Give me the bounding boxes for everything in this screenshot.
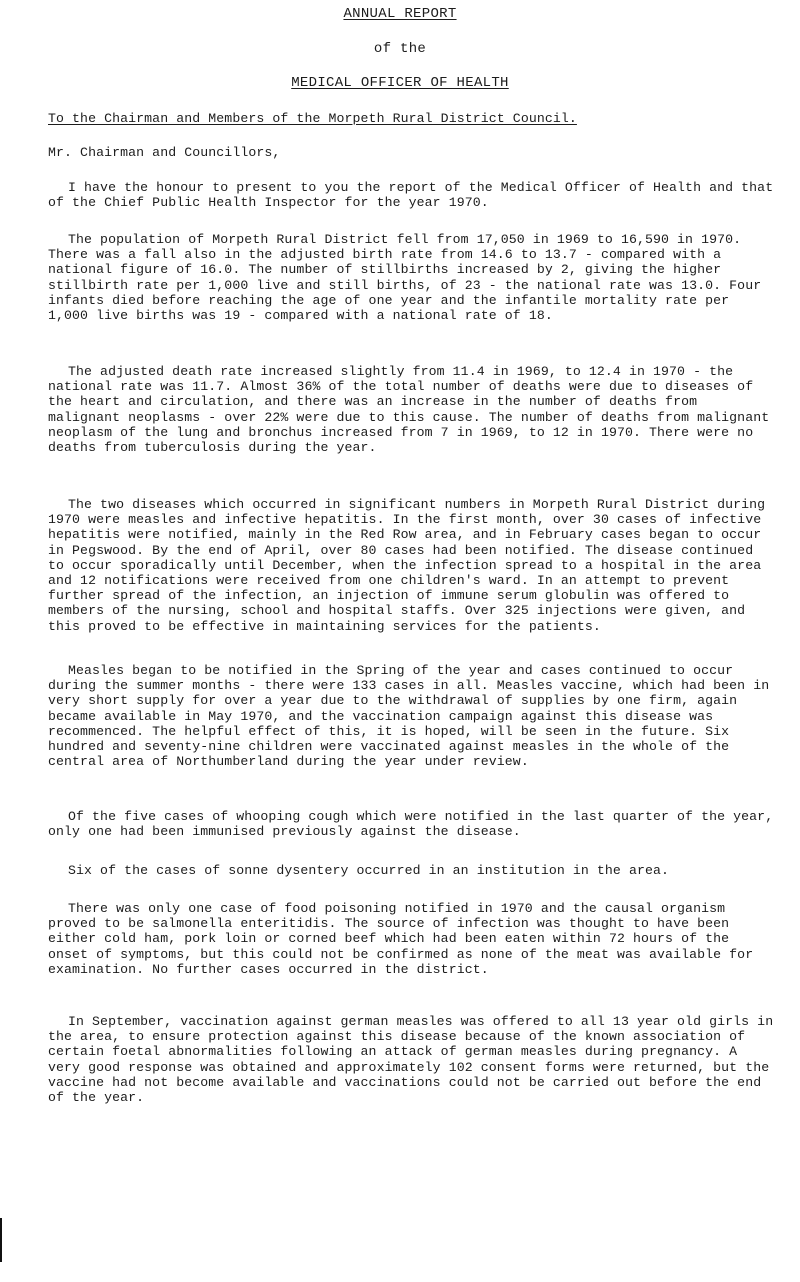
paragraph-hepatitis: The two diseases which occurred in significant numbers in Morpeth Rural District during 1970 were measles and infective hepatitis. In the first month, over 30 cases of infective hepatitis were notified, mainly in the Red Row area, and in February cases began to occur in Pegswood. By the end of April, over 80 cases had been notified. The disease continued to occur sporadically until December, when the infection spread to a hospital in the area and 12 notifications were received from one children's ward. In an attempt to prevent further spread of the infection, an injection of immune serum globulin was offered to members of the nursing, school and hospital staffs. Over 325 injections were given, and this proved to be effective in maintaining services for the patients. xyxy=(48,497,766,634)
paragraph-german-measles: In September, vaccination against german measles was offered to all 13 year old girls in the area, to ensure protection against this disease because of the known association of certain foetal abnormalities following an attack of german measles during pregnancy. A very good response was obtained and approximately 102 consent forms were returned, but the vaccine had not become available and vaccinations could not be carried out before the end of the year. xyxy=(48,1014,774,1106)
paragraph-population: The population of Morpeth Rural District fell from 17,050 in 1969 to 16,590 in 1970. There was a fall also in the adjusted birth rate from 14.6 to 13.7 - compared with a national figure of 16.0. The number of stillbirths increased by 2, giving the higher stillbirth rate per 1,000 live and still births, of 23 - the national rate was 13.0. Four infants died before reaching the age of one year and the infantile mortality rate per 1,000 live births was 19 - compared with a national rate of 18. xyxy=(48,232,762,324)
paragraph-introduction: I have the honour to present to you the report of the Medical Officer of Health and that of the Chief Public Health Inspector for the year 1970. xyxy=(48,180,774,211)
report-title: ANNUAL REPORT xyxy=(343,6,457,22)
salutation: Mr. Chairman and Councillors, xyxy=(48,145,281,160)
paragraph-measles: Measles began to be notified in the Spring of the year and cases continued to occur during the summer months - there were 133 cases in all. Measles vaccine, which had been in very short supply for over a year due to the withdrawal of supplies by one firm, again became available in May 1970, and the vaccination campaign against this disease was recommenced. The helpful effect of this, it is hoped, will be seen in the future. Six hundred and seventy-nine children were vaccinated against measles in the whole of the central area of Northumberland during the year under review. xyxy=(48,663,770,770)
paragraph-death-rate: The adjusted death rate increased slightly from 11.4 in 1969, to 12.4 in 1970 - the national rate was 11.7. Almost 36% of the total number of deaths were due to diseases of the heart and circulation, and there was an increase in the number of deaths from malignant neoplasms - over 22% were due to this cause. The number of deaths from malignant neoplasm of the lung and bronchus increased from 7 in 1969, to 12 in 1970. There were no deaths from tuberculosis during the year. xyxy=(48,364,770,456)
report-officer-title: MEDICAL OFFICER OF HEALTH xyxy=(291,75,509,91)
left-edge-line xyxy=(0,1218,2,1262)
report-subtitle: of the xyxy=(373,41,427,57)
paragraph-food-poisoning: There was only one case of food poisoning notified in 1970 and the causal organism proved to be salmonella enteritidis. The source of infection was thought to have been either cold ham, pork loin or corned beef which had been eaten within 72 hours of the onset of symptoms, but this could not be confirmed as none of the meat was available for examination. No further cases occurred in the district. xyxy=(48,901,754,977)
address-line: To the Chairman and Members of the Morpeth Rural District Council. xyxy=(48,111,577,126)
paragraph-dysentery: Six of the cases of sonne dysentery occurred in an institution in the area. xyxy=(68,863,670,878)
paragraph-whooping-cough: Of the five cases of whooping cough which were notified in the last quarter of the year, only one had been immunised previously against the disease. xyxy=(48,809,774,840)
